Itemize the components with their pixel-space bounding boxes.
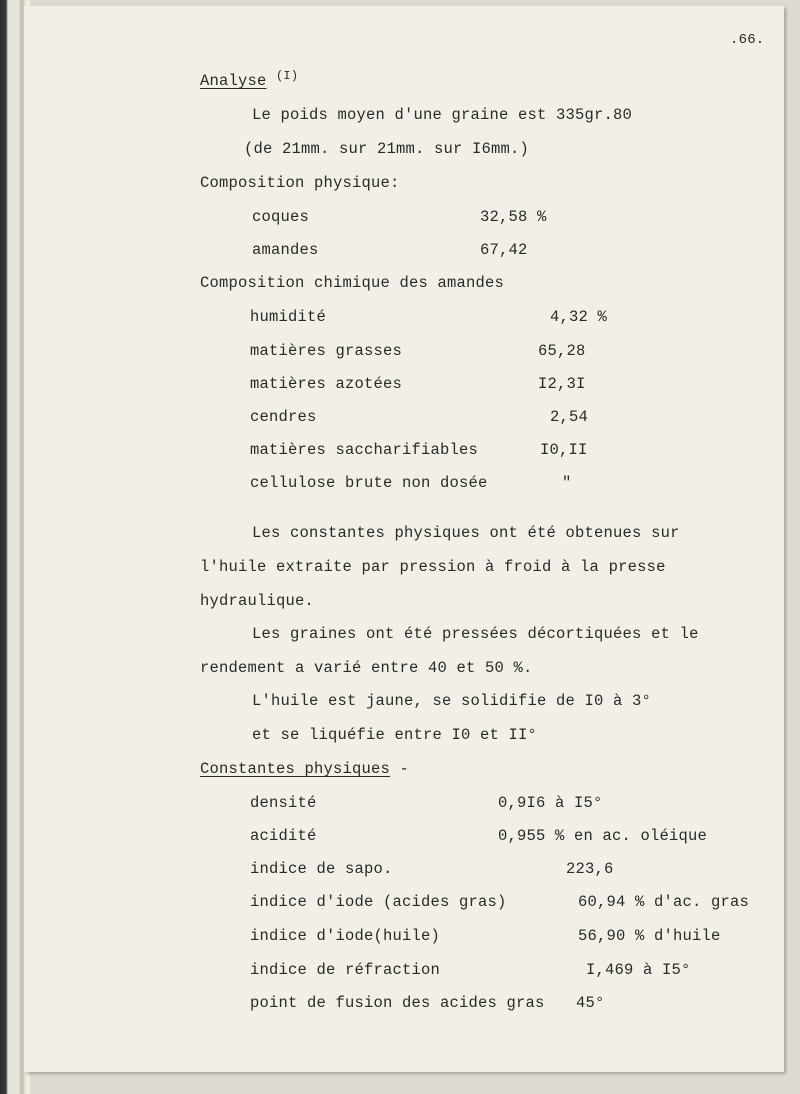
indice-iode-huile-label: indice d'iode(huile) (250, 927, 441, 945)
cendres-value: 2,54 (550, 408, 589, 426)
paragraph-2-line-1: Les graines ont été pressées décortiquées et le (252, 625, 699, 643)
paragraph-1-line-2: l'huile extraite par pression à froid à la presse (200, 558, 666, 576)
cellulose-value: " (562, 474, 572, 492)
amandes-value: 67,42 (480, 241, 528, 259)
paragraph-3-line-1: L'huile est jaune, se solidifie de I0 à 3° (252, 692, 652, 710)
indice-iode-acides-value: 60,94 % d'ac. gras (578, 893, 750, 911)
constantes-title: Constantes physiques (200, 760, 391, 778)
coques-value: 32,58 % (480, 208, 547, 226)
indice-refraction-value: I,469 à I5° (586, 961, 691, 979)
analyse-heading (200, 69, 299, 90)
matieres-azotees-label: matières azotées (250, 375, 403, 393)
acidite-label: acidité (250, 827, 317, 845)
analyse-note: (I) (276, 69, 299, 83)
saccharifiables-value: I0,II (540, 441, 588, 459)
constantes-heading (200, 760, 409, 778)
densite-value: 0,9I6 à I5° (498, 794, 603, 812)
indice-sapo-label: indice de sapo. (250, 860, 393, 878)
document-page (24, 6, 784, 1072)
constantes-dash: - (399, 760, 410, 778)
page-number: .66. (730, 32, 765, 48)
poids-line-1: Le poids moyen d'une graine est 335gr.80 (252, 106, 633, 124)
indice-sapo-value: 223,6 (566, 860, 614, 878)
cellulose-label: cellulose brute non dosée (250, 474, 488, 492)
point-fusion-value: 45° (576, 994, 605, 1012)
indice-refraction-label: indice de réfraction (250, 961, 441, 979)
saccharifiables-label: matières saccharifiables (250, 441, 479, 459)
paragraph-3-line-2: et se liquéfie entre I0 et II° (252, 726, 538, 744)
indice-iode-acides-label: indice d'iode (acides gras) (250, 893, 507, 911)
indice-iode-huile-value: 56,90 % d'huile (578, 927, 721, 945)
point-fusion-label: point de fusion des acides gras (250, 994, 545, 1012)
paragraph-1-line-1: Les constantes physiques ont été obtenues sur (252, 524, 680, 542)
matieres-azotees-value: I2,3I (538, 375, 586, 393)
humidite-label: humidité (250, 308, 327, 326)
paragraph-2-line-2: rendement a varié entre 40 et 50 %. (200, 659, 533, 677)
acidite-value: 0,955 % en ac. oléique (498, 827, 708, 845)
paragraph-1-line-3: hydraulique. (200, 592, 315, 610)
humidite-value: 4,32 % (550, 308, 608, 326)
matieres-grasses-label: matières grasses (250, 342, 403, 360)
composition-physique-heading: Composition physique: (200, 174, 400, 192)
analyse-title: Analyse (200, 72, 267, 90)
poids-line-2: (de 21mm. sur 21mm. sur I6mm.) (244, 140, 530, 158)
amandes-label: amandes (252, 241, 319, 259)
coques-label: coques (252, 208, 310, 226)
densite-label: densité (250, 794, 317, 812)
matieres-grasses-value: 65,28 (538, 342, 586, 360)
composition-chimique-heading: Composition chimique des amandes (200, 274, 505, 292)
cendres-label: cendres (250, 408, 317, 426)
